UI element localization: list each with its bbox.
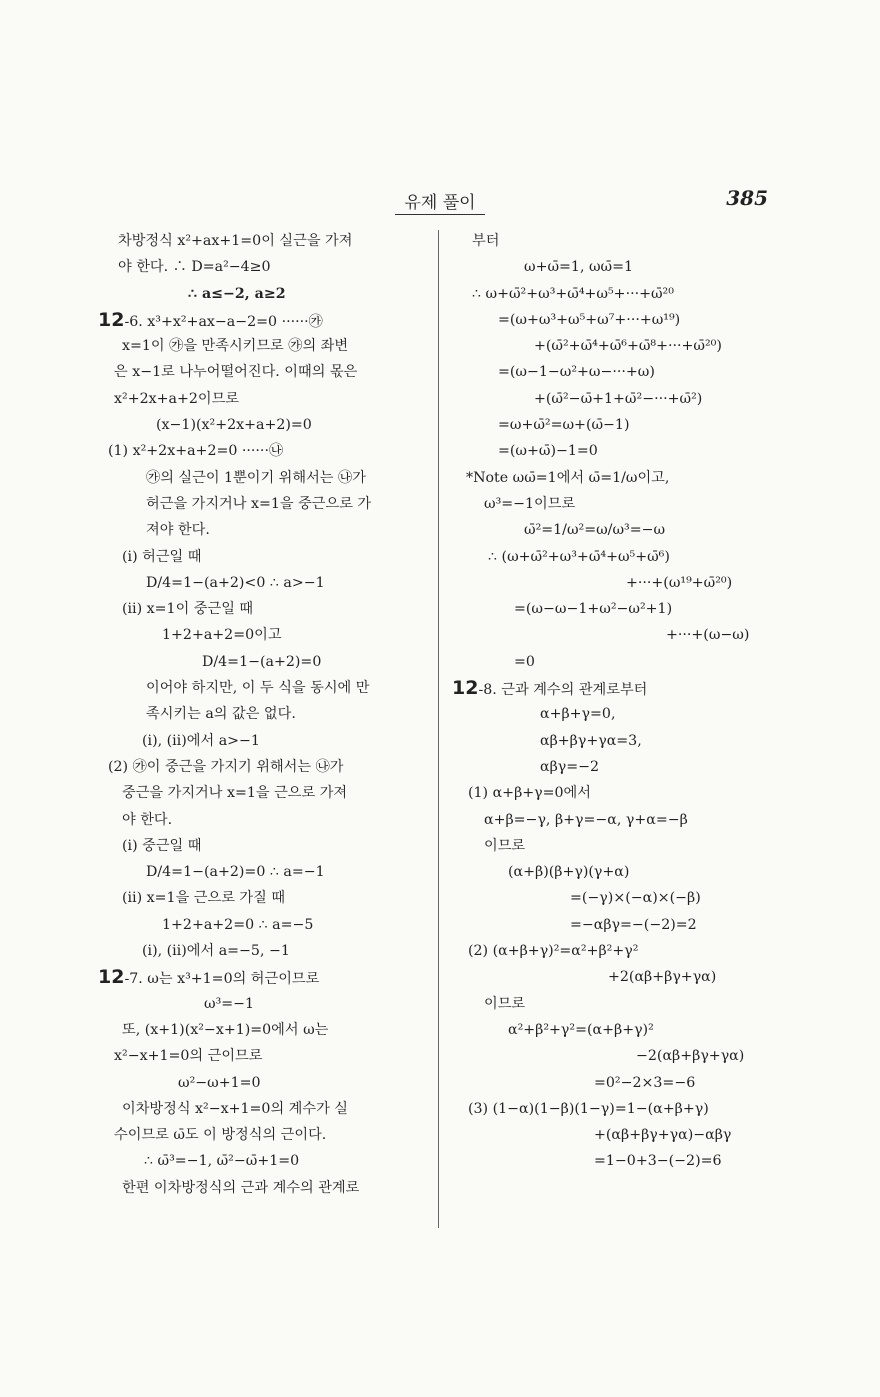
text-line (98, 675, 426, 701)
line-text: +···+(ω−ω) (666, 627, 750, 644)
line-text: =ω+ω̄²=ω+(ω̄−1) (498, 417, 630, 434)
line-text: ∴ a≤−2, a≥2 (188, 285, 286, 302)
text-line (452, 780, 792, 806)
text-line (98, 885, 426, 911)
text-line (452, 622, 792, 648)
line-text: (α+β)(β+γ)(γ+α) (508, 864, 630, 881)
line-text: =(ω+ω³+ω⁵+ω⁷+···+ω¹⁹) (498, 311, 681, 328)
line-text: D/4=1−(a+2)<0 ∴ a>−1 (146, 574, 325, 591)
line-text: =(ω−1−ω²+ω−···+ω) (498, 364, 655, 381)
line-text: ω³=−1이므로 (484, 495, 576, 512)
line-text: 또, (x+1)(x²−x+1)=0에서 ω는 (122, 1021, 329, 1038)
line-text: (ⅱ) x=1이 중근일 때 (122, 601, 254, 618)
line-text: −2(αβ+βγ+γα) (636, 1048, 745, 1065)
line-text: =(−γ)×(−α)×(−β) (570, 890, 701, 907)
line-text: 부터 (472, 233, 500, 249)
text-line (98, 780, 426, 806)
text-line (98, 333, 426, 359)
text-line (452, 807, 792, 833)
text-line (452, 517, 792, 543)
line-text: ω+ω̄=1, ωω̄=1 (524, 259, 634, 276)
text-line (452, 912, 792, 938)
line-text: ω³=−1 (204, 995, 255, 1012)
text-line (98, 281, 426, 307)
text-line (452, 1017, 792, 1043)
line-text: =1−0+3−(−2)=6 (594, 1153, 722, 1170)
line-text: =0²−2×3=−6 (594, 1074, 696, 1091)
text-line (452, 885, 792, 911)
text-line (98, 912, 426, 938)
text-line (452, 754, 792, 780)
text-line (98, 1043, 426, 1069)
text-line (98, 359, 426, 385)
line-text: 이어야 하지만, 이 두 식을 동시에 만 (146, 680, 370, 697)
line-text: D/4=1−(a+2)=0 ∴ a=−1 (146, 864, 325, 881)
line-text: ∴ ω+ω̄²+ω³+ω̄⁴+ω⁵+···+ω̄²⁰ (472, 285, 674, 302)
text-line (98, 254, 426, 280)
line-text: 야 한다. ∴ D=a²−4≥0 (118, 259, 271, 276)
text-line (98, 386, 426, 412)
text-line (98, 1122, 426, 1148)
text-line (452, 964, 792, 990)
line-text: 차방정식 x²+ax+1=0이 실근을 가져 (118, 233, 353, 249)
line-text: +(ω̄²+ω̄⁴+ω̄⁶+ω̄⁸+···+ω̄²⁰) (534, 338, 722, 355)
text-line (98, 412, 426, 438)
text-line (98, 1096, 426, 1122)
line-text: α+β=−γ, β+γ=−α, γ+α=−β (484, 811, 688, 828)
text-line (98, 570, 426, 596)
text-line (452, 1043, 792, 1069)
line-text: 족시키는 a의 값은 없다. (146, 706, 296, 723)
line-text: ㉮의 실근이 1뿐이기 위해서는 ㉯가 (146, 469, 366, 486)
line-text: (1) x²+2x+a+2=0 ······㉯ (108, 443, 284, 460)
text-line (452, 701, 792, 727)
text-line (452, 938, 792, 964)
line-text: 이므로 (484, 837, 526, 854)
text-line (452, 307, 792, 333)
line-text: 1+2+a+2=0 ∴ a=−5 (162, 916, 314, 933)
text-line (98, 1148, 426, 1174)
text-line (98, 465, 426, 491)
text-line (98, 859, 426, 885)
problem-number: 12 (98, 308, 125, 331)
text-line (452, 649, 792, 675)
text-line (98, 649, 426, 675)
text-line (452, 1070, 792, 1096)
text-line (98, 991, 426, 1017)
line-text: (x−1)(x²+2x+a+2)=0 (156, 417, 312, 434)
line-text: +···+(ω¹⁹+ω̄²⁰) (626, 574, 733, 591)
text-line (98, 754, 426, 780)
line-text: *Note ωω̄=1에서 ω̄=1/ω이고, (466, 469, 670, 486)
text-line (452, 833, 792, 859)
line-text: (2) (α+β+γ)²=α²+β²+γ² (468, 943, 639, 960)
line-text: 져야 한다. (146, 522, 210, 539)
line-text: (1) α+β+γ=0에서 (468, 785, 591, 802)
text-line (452, 438, 792, 464)
text-line (98, 1175, 426, 1201)
text-line (452, 491, 792, 517)
line-text: (ⅰ) 중근일 때 (122, 837, 202, 854)
page-header-title: 유제 풀이 (395, 188, 485, 215)
line-text: D/4=1−(a+2)=0 (202, 653, 322, 670)
text-line (452, 281, 792, 307)
problem-number: 12 (98, 966, 125, 989)
left-column (98, 228, 426, 1201)
line-text: -8. 근과 계수의 관계로부터 (478, 682, 648, 699)
line-text: 1+2+a+2=0이고 (162, 627, 282, 644)
line-text: ω²−ω+1=0 (178, 1074, 261, 1091)
line-text: (ⅰ), (ⅱ)에서 a>−1 (142, 732, 260, 749)
column-divider (438, 230, 439, 1228)
line-text: 이차방정식 x²−x+1=0의 계수가 실 (122, 1100, 348, 1117)
line-text: α+β+γ=0, (540, 706, 616, 723)
line-text: x=1이 ㉮을 만족시키므로 ㉮의 좌변 (122, 338, 349, 355)
text-line (98, 807, 426, 833)
right-column (452, 228, 792, 1175)
line-text: +(ω̄²−ω̄+1+ω̄²−···+ω̄²) (534, 390, 703, 407)
text-line (98, 544, 426, 570)
text-line (98, 701, 426, 727)
line-text: =−αβγ=−(−2)=2 (570, 916, 697, 933)
line-text: α²+β²+γ²=(α+β+γ)² (508, 1021, 654, 1038)
text-line (452, 570, 792, 596)
text-line (452, 359, 792, 385)
text-line (452, 1096, 792, 1122)
text-line (452, 465, 792, 491)
line-text: 이므로 (484, 995, 526, 1012)
text-line (98, 833, 426, 859)
text-line (98, 517, 426, 543)
text-line (452, 859, 792, 885)
line-text: x²+2x+a+2이므로 (114, 390, 239, 407)
text-line (452, 728, 792, 754)
text-line (98, 491, 426, 517)
problem-number: 12 (452, 677, 479, 700)
line-text: =(ω−ω−1+ω²−ω²+1) (514, 601, 673, 618)
line-text: ω̄²=1/ω²=ω/ω³=−ω (524, 522, 666, 539)
line-text: 수이므로 ω̄도 이 방정식의 근이다. (114, 1127, 327, 1144)
line-text: ∴ ω̄³=−1, ω̄²−ω̄+1=0 (144, 1153, 300, 1170)
text-line (98, 728, 426, 754)
line-text: ∴ (ω+ω̄²+ω³+ω̄⁴+ω⁵+ω̄⁶) (488, 548, 670, 565)
text-line (98, 596, 426, 622)
text-line (452, 254, 792, 280)
text-line (452, 544, 792, 570)
text-line (452, 991, 792, 1017)
problem-heading (452, 675, 792, 701)
text-line (452, 1148, 792, 1174)
line-text: =0 (514, 653, 535, 670)
line-text: 허근을 가지거나 x=1을 중근으로 가 (146, 495, 372, 512)
line-text: (ⅰ), (ⅱ)에서 a=−5, −1 (142, 943, 290, 960)
text-line (452, 386, 792, 412)
line-text: 야 한다. (122, 811, 173, 828)
text-line (452, 412, 792, 438)
text-line (98, 938, 426, 964)
text-line (98, 1017, 426, 1043)
line-text: =(ω+ω̄)−1=0 (498, 443, 598, 460)
line-text: (ⅰ) 허근일 때 (122, 548, 202, 565)
line-text: 한편 이차방정식의 근과 계수의 관계로 (122, 1179, 360, 1196)
text-line (98, 1070, 426, 1096)
text-line (98, 228, 426, 254)
page-number: 385 (726, 186, 768, 210)
line-text: (ⅱ) x=1을 근으로 가질 때 (122, 890, 286, 907)
text-line (452, 1122, 792, 1148)
line-text: x²−x+1=0의 근이므로 (114, 1048, 263, 1065)
line-text: +(αβ+βγ+γα)−αβγ (594, 1127, 732, 1144)
line-text: 중근을 가지거나 x=1을 근으로 가져 (122, 785, 348, 802)
line-text: (3) (1−α)(1−β)(1−γ)=1−(α+β+γ) (468, 1100, 709, 1117)
line-text: +2(αβ+βγ+γα) (608, 969, 717, 986)
line-text: 은 x−1로 나누어떨어진다. 이때의 몫은 (114, 364, 358, 381)
problem-heading (98, 964, 426, 990)
problem-heading (98, 307, 426, 333)
line-text: αβ+βγ+γα=3, (540, 732, 642, 749)
text-line (452, 228, 792, 254)
line-text: -7. ω는 x³+1=0의 허근이므로 (124, 971, 320, 988)
text-line (452, 333, 792, 359)
text-line (98, 622, 426, 648)
line-text: -6. x³+x²+ax−a−2=0 ······㉮ (124, 313, 323, 330)
line-text: αβγ=−2 (540, 758, 600, 775)
text-line (98, 438, 426, 464)
line-text: (2) ㉮이 중근을 가지기 위해서는 ㉯가 (108, 758, 344, 775)
text-line (452, 596, 792, 622)
